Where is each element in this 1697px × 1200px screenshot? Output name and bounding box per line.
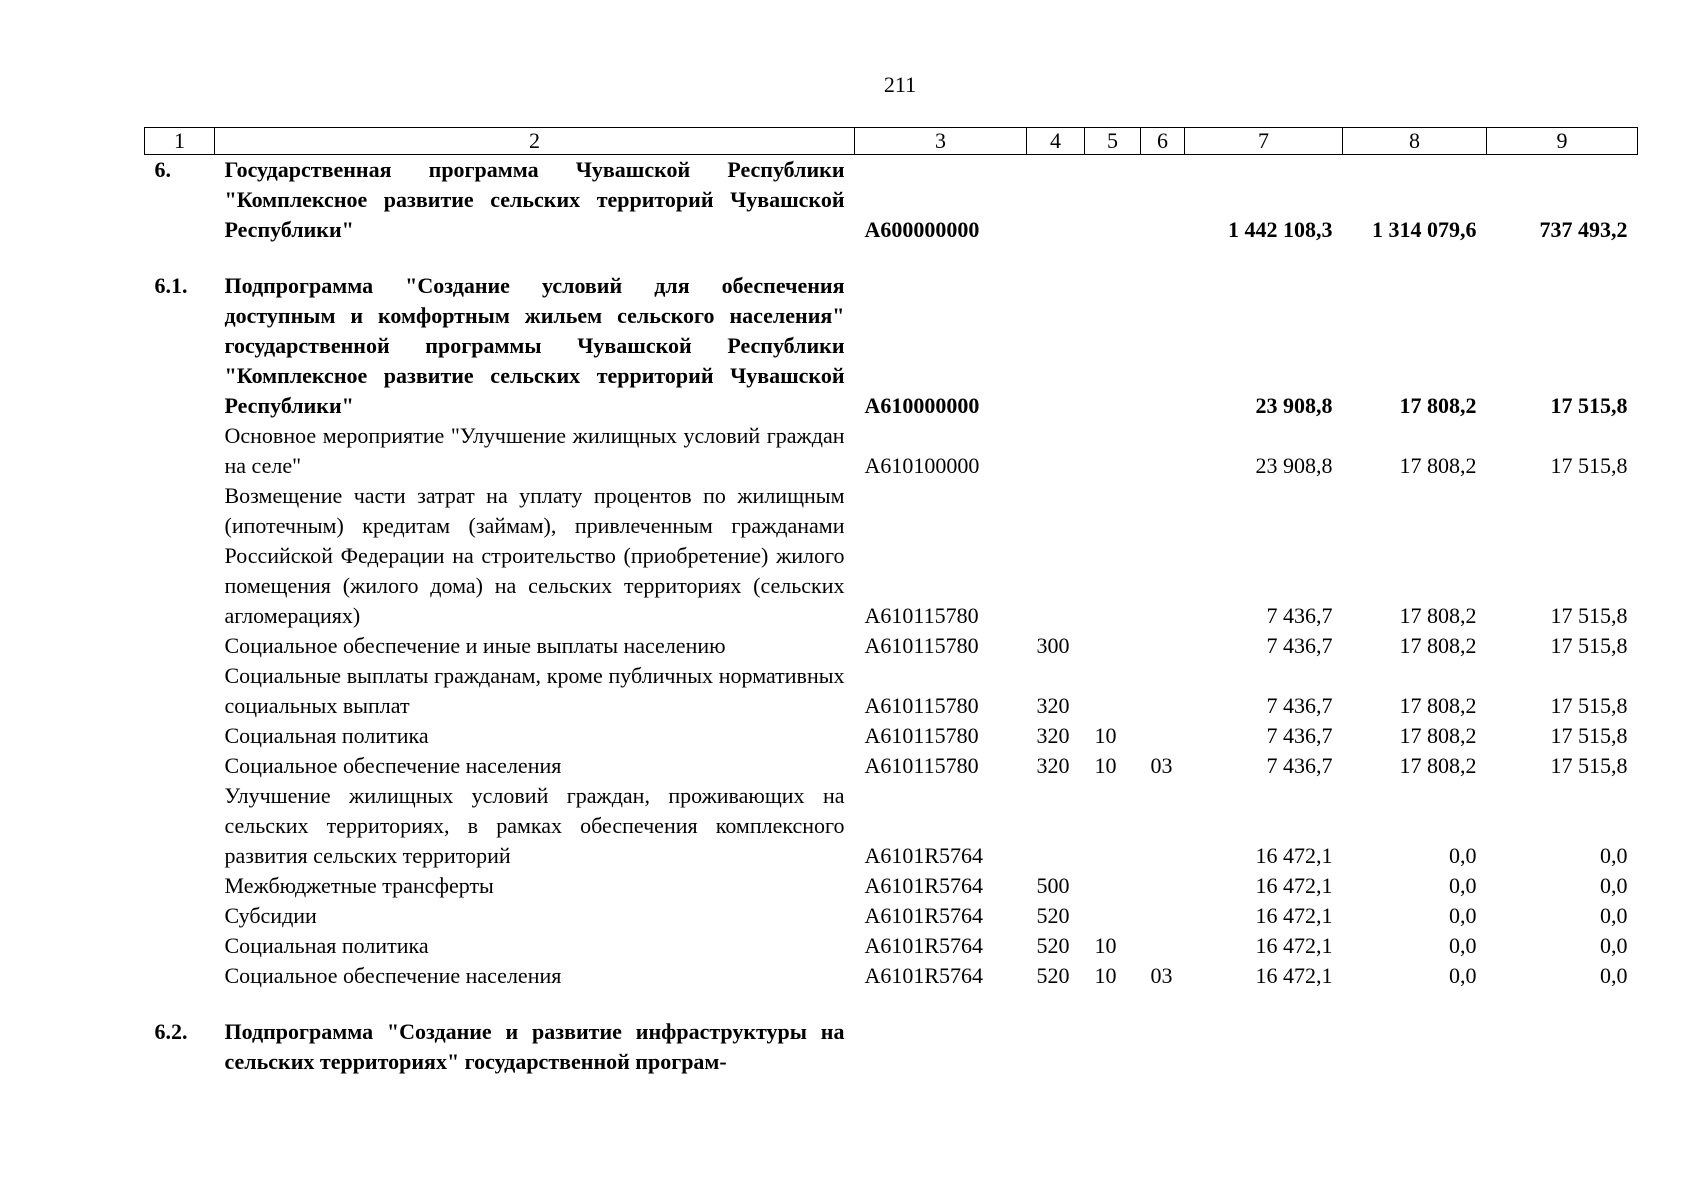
row-number bbox=[145, 481, 215, 631]
row-name: Социальное обеспечение населения bbox=[224, 963, 562, 988]
spacer-cell bbox=[145, 245, 1638, 271]
budget-table-body bbox=[145, 155, 1638, 1078]
amount-year-1: 7 436,7 bbox=[1266, 693, 1333, 718]
amount-year-1: 16 472,1 bbox=[1255, 963, 1333, 988]
subsection-code: 03 bbox=[1150, 963, 1173, 988]
amount-year-1: 16 472,1 bbox=[1255, 843, 1333, 868]
table-row bbox=[145, 631, 1638, 661]
amount-year-1: 7 436,7 bbox=[1266, 603, 1333, 628]
target-article-code: А610115780 bbox=[864, 693, 979, 718]
row-name: Подпрограмма "Создание и развитие инфраструктуры на сельских территориях" государственной програм- bbox=[224, 1019, 845, 1074]
amount-year-2: 0,0 bbox=[1449, 903, 1477, 928]
section-code bbox=[1085, 631, 1141, 661]
target-article-code: А6101R5764 bbox=[864, 903, 984, 928]
subsection-code bbox=[1141, 781, 1185, 871]
target-article-code: А6101R5764 bbox=[864, 963, 984, 988]
expense-type-code bbox=[1027, 1017, 1085, 1077]
amount-year-3: 17 515,8 bbox=[1550, 453, 1628, 478]
table-row bbox=[145, 661, 1638, 721]
expense-type-code: 520 bbox=[1036, 963, 1070, 988]
amount-year-3: 0,0 bbox=[1600, 873, 1628, 898]
row-number bbox=[145, 781, 215, 871]
amount-year-1: 7 436,7 bbox=[1266, 633, 1333, 658]
amount-year-2: 0,0 bbox=[1449, 963, 1477, 988]
target-article-code: А6101R5764 bbox=[864, 873, 984, 898]
expense-type-code: 500 bbox=[1036, 873, 1070, 898]
column-header: 8 bbox=[1343, 128, 1487, 155]
expense-type-code: 520 bbox=[1036, 933, 1070, 958]
page-number: 211 bbox=[883, 72, 917, 97]
subsection-code bbox=[1141, 721, 1185, 751]
table-row bbox=[145, 901, 1638, 931]
row-name: Социальное обеспечение и иные выплаты населению bbox=[224, 633, 726, 658]
subsection-code bbox=[1141, 631, 1185, 661]
subsection-code bbox=[1141, 901, 1185, 931]
amount-year-1 bbox=[1185, 1017, 1343, 1077]
row-number bbox=[145, 661, 215, 721]
row-number bbox=[145, 901, 215, 931]
target-article-code: А610000000 bbox=[864, 393, 980, 418]
section-code bbox=[1085, 901, 1141, 931]
amount-year-3: 17 515,8 bbox=[1550, 603, 1628, 628]
row-number: 6.1. bbox=[154, 273, 188, 298]
row-number: 6. bbox=[154, 157, 171, 182]
subsection-code bbox=[1141, 1017, 1185, 1077]
row-name: Улучшение жилищных условий граждан, проживающих на сельских территориях, в рамках обеспечения комплексного развития сельских территорий bbox=[224, 783, 845, 868]
subsection-code bbox=[1141, 661, 1185, 721]
row-name: Социальная политика bbox=[224, 723, 429, 748]
expense-type-code: 300 bbox=[1036, 633, 1070, 658]
amount-year-3: 17 515,8 bbox=[1550, 753, 1628, 778]
column-number-header bbox=[145, 128, 1638, 155]
column-header: 9 bbox=[1487, 128, 1638, 155]
row-number bbox=[145, 931, 215, 961]
section-code bbox=[1085, 481, 1141, 631]
section-code bbox=[1085, 271, 1141, 421]
subsection-code bbox=[1141, 871, 1185, 901]
amount-year-2: 17 808,2 bbox=[1399, 693, 1477, 718]
amount-year-1: 7 436,7 bbox=[1266, 723, 1333, 748]
amount-year-1: 23 908,8 bbox=[1255, 393, 1333, 418]
target-article-code: А610115780 bbox=[864, 753, 979, 778]
row-name: Социальное обеспечение населения bbox=[224, 753, 562, 778]
row-name: Субсидии bbox=[224, 903, 317, 928]
row-name: Подпрограмма "Создание условий для обеспечения доступным и комфортным жильем сельского населения" государственной программы Чувашской Республики "Комплексное развитие сельских территорий Чувашской Республики" bbox=[224, 273, 845, 418]
amount-year-1: 1 442 108,3 bbox=[1228, 217, 1333, 242]
table-row bbox=[145, 421, 1638, 481]
amount-year-2: 17 808,2 bbox=[1399, 603, 1477, 628]
expense-type-code: 520 bbox=[1036, 903, 1070, 928]
amount-year-2: 17 808,2 bbox=[1399, 753, 1477, 778]
table-row bbox=[145, 271, 1638, 421]
amount-year-2: 17 808,2 bbox=[1399, 723, 1477, 748]
row-number bbox=[145, 871, 215, 901]
table-row bbox=[145, 721, 1638, 751]
budget-sheet bbox=[144, 127, 1637, 1077]
section-code bbox=[1085, 421, 1141, 481]
row-number bbox=[145, 631, 215, 661]
expense-type-code bbox=[1027, 481, 1085, 631]
amount-year-3: 0,0 bbox=[1600, 933, 1628, 958]
table-row bbox=[145, 751, 1638, 781]
row-name: Межбюджетные трансферты bbox=[224, 873, 494, 898]
amount-year-2: 0,0 bbox=[1449, 873, 1477, 898]
table-row bbox=[145, 481, 1638, 631]
column-header: 7 bbox=[1185, 128, 1343, 155]
amount-year-3: 17 515,8 bbox=[1550, 723, 1628, 748]
subsection-code bbox=[1141, 421, 1185, 481]
amount-year-2: 17 808,2 bbox=[1399, 633, 1477, 658]
amount-year-2: 1 314 079,6 bbox=[1372, 217, 1477, 242]
target-article-code: А610115780 bbox=[864, 603, 979, 628]
row-spacer bbox=[145, 991, 1638, 1017]
expense-type-code bbox=[1027, 421, 1085, 481]
expense-type-code: 320 bbox=[1036, 723, 1070, 748]
column-header: 2 bbox=[215, 128, 855, 155]
target-article-code: А610115780 bbox=[864, 723, 979, 748]
table-row bbox=[145, 961, 1638, 991]
amount-year-3: 737 493,2 bbox=[1539, 217, 1628, 242]
target-article-code: А6101R5764 bbox=[864, 933, 984, 958]
row-number: 6.2. bbox=[154, 1019, 188, 1044]
column-header: 6 bbox=[1141, 128, 1185, 155]
subsection-code bbox=[1141, 155, 1185, 246]
subsection-code: 03 bbox=[1150, 753, 1173, 778]
target-article-code: А6101R5764 bbox=[864, 843, 984, 868]
amount-year-3: 0,0 bbox=[1600, 963, 1628, 988]
row-spacer bbox=[145, 245, 1638, 271]
expense-type-code bbox=[1027, 155, 1085, 246]
section-code: 10 bbox=[1094, 753, 1117, 778]
amount-year-2: 17 808,2 bbox=[1399, 393, 1477, 418]
target-article-code: А610100000 bbox=[864, 453, 980, 478]
row-name: Возмещение части затрат на уплату процентов по жилищным (ипотечным) кредитам (займам), привлеченным гражданами Российской Федерации на строительство (приобретение) жилого помещения (жилого дома) на сельских территориях (сельских агломерациях) bbox=[224, 483, 845, 628]
expense-type-code: 320 bbox=[1036, 693, 1070, 718]
amount-year-2: 0,0 bbox=[1449, 843, 1477, 868]
section-code: 10 bbox=[1094, 933, 1117, 958]
section-code bbox=[1085, 155, 1141, 246]
row-name: Государственная программа Чувашской Республики "Комплексное развитие сельских территорий Чувашской Республики" bbox=[224, 157, 845, 242]
amount-year-3: 17 515,8 bbox=[1550, 693, 1628, 718]
amount-year-1: 7 436,7 bbox=[1266, 753, 1333, 778]
amount-year-3: 17 515,8 bbox=[1550, 633, 1628, 658]
amount-year-1: 16 472,1 bbox=[1255, 903, 1333, 928]
spacer-cell bbox=[145, 991, 1638, 1017]
amount-year-1: 16 472,1 bbox=[1255, 873, 1333, 898]
amount-year-3: 17 515,8 bbox=[1550, 393, 1628, 418]
row-name: Социальные выплаты гражданам, кроме публичных нормативных социальных выплат bbox=[224, 663, 845, 718]
amount-year-3 bbox=[1487, 1017, 1638, 1077]
table-row bbox=[145, 871, 1638, 901]
amount-year-2: 0,0 bbox=[1449, 933, 1477, 958]
row-number bbox=[145, 721, 215, 751]
amount-year-2 bbox=[1343, 1017, 1487, 1077]
subsection-code bbox=[1141, 481, 1185, 631]
table-row bbox=[145, 931, 1638, 961]
amount-year-1: 16 472,1 bbox=[1255, 933, 1333, 958]
target-article-code: А610115780 bbox=[864, 633, 979, 658]
row-number bbox=[145, 961, 215, 991]
amount-year-1: 23 908,8 bbox=[1255, 453, 1333, 478]
section-code bbox=[1085, 781, 1141, 871]
subsection-code bbox=[1141, 271, 1185, 421]
row-number bbox=[145, 751, 215, 781]
column-header: 5 bbox=[1085, 128, 1141, 155]
table-row bbox=[145, 1017, 1638, 1077]
section-code: 10 bbox=[1094, 963, 1117, 988]
section-code bbox=[1085, 661, 1141, 721]
column-header: 1 bbox=[145, 128, 215, 155]
subsection-code bbox=[1141, 931, 1185, 961]
section-code: 10 bbox=[1094, 723, 1117, 748]
section-code bbox=[1085, 871, 1141, 901]
amount-year-2: 17 808,2 bbox=[1399, 453, 1477, 478]
expense-type-code bbox=[1027, 271, 1085, 421]
target-article-code: А600000000 bbox=[864, 217, 980, 242]
section-code bbox=[1085, 1017, 1141, 1077]
table-row bbox=[145, 781, 1638, 871]
budget-table bbox=[144, 127, 1638, 1077]
target-article-code bbox=[855, 1017, 1027, 1077]
amount-year-3: 0,0 bbox=[1600, 843, 1628, 868]
row-name: Основное мероприятие "Улучшение жилищных условий граждан на селе" bbox=[224, 423, 845, 478]
row-name: Социальная политика bbox=[224, 933, 429, 958]
amount-year-3: 0,0 bbox=[1600, 903, 1628, 928]
expense-type-code: 320 bbox=[1036, 753, 1070, 778]
row-number bbox=[145, 421, 215, 481]
expense-type-code bbox=[1027, 781, 1085, 871]
table-row bbox=[145, 155, 1638, 246]
column-header: 3 bbox=[855, 128, 1027, 155]
column-header: 4 bbox=[1027, 128, 1085, 155]
